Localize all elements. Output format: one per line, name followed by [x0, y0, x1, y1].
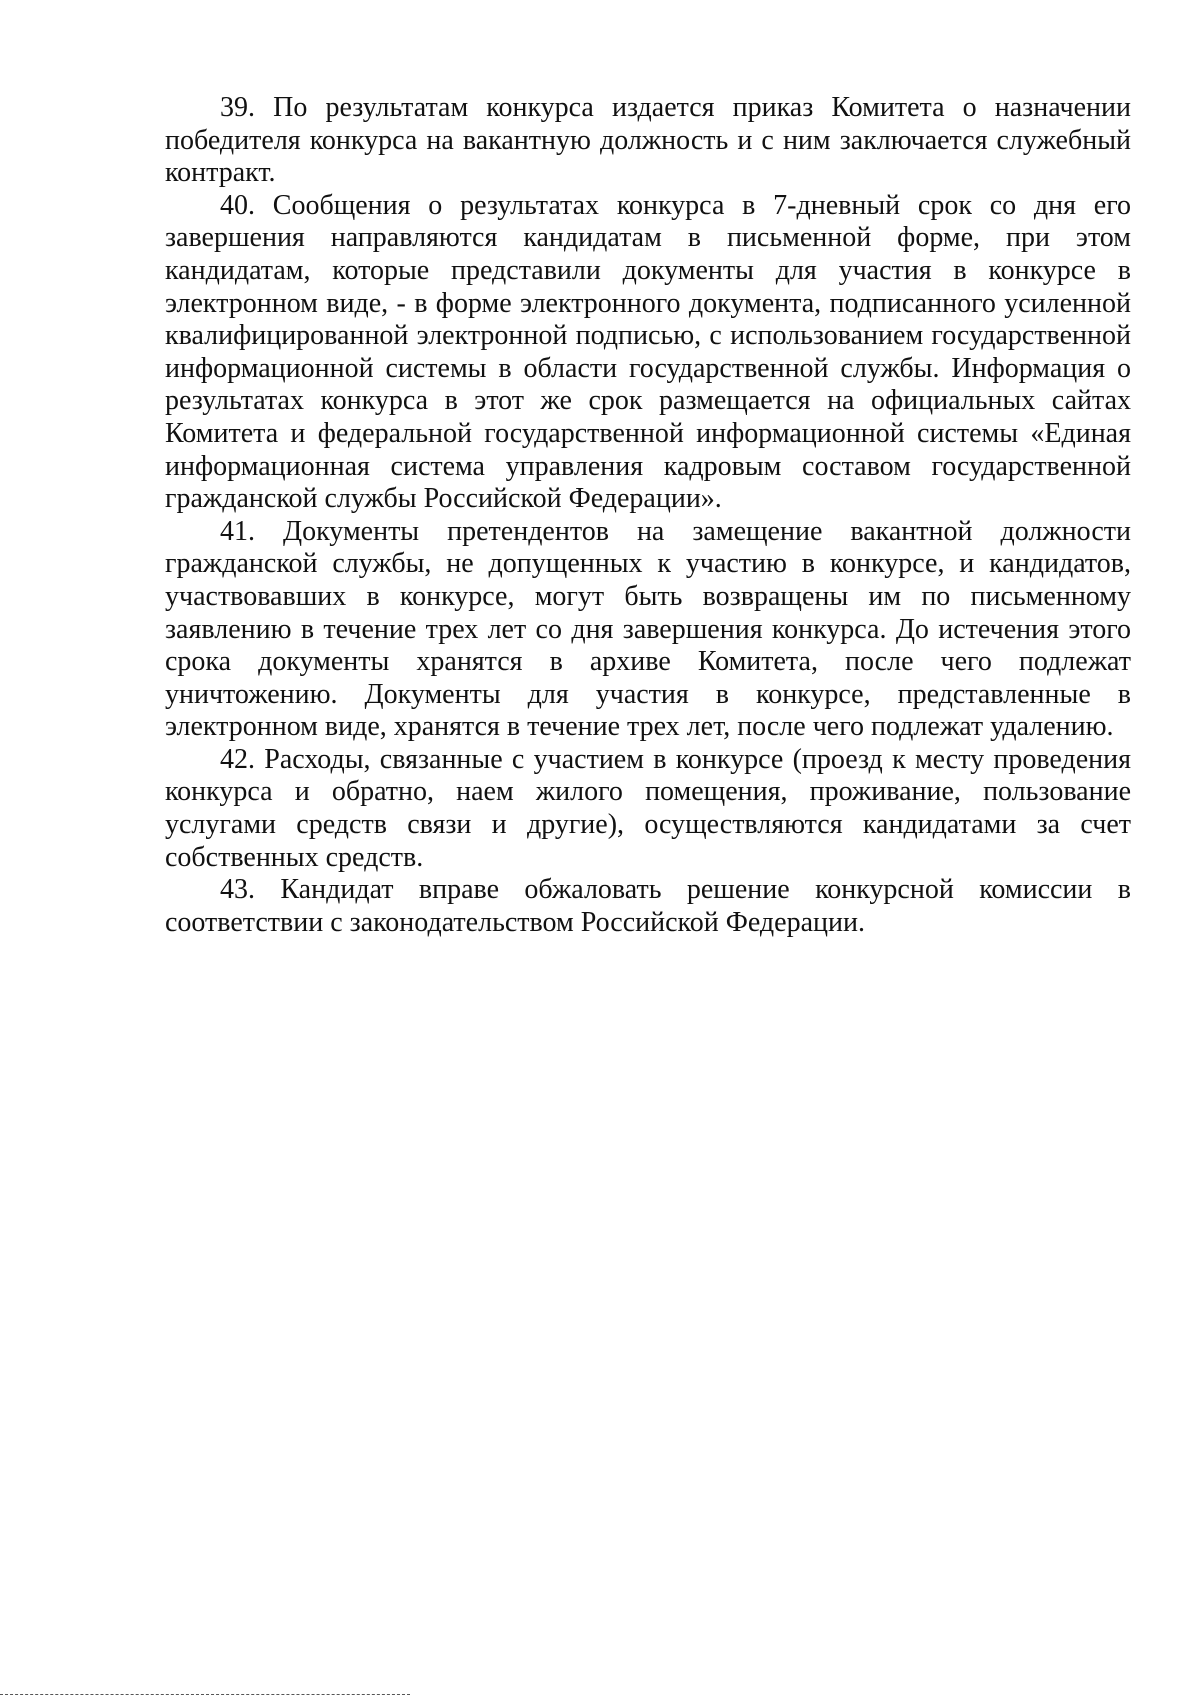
- paragraph-42: 42. Расходы, связанные с участием в конкурсе (проезд к месту проведения конкурса и обратно, наем жилого помещения, проживание, пользование услугами средств связи и другие), осуществляются кандидатами за счет собственных средств.: [165, 743, 1131, 873]
- paragraph-41: 41. Документы претендентов на замещение вакантной должности гражданской службы, не допущенных к участию в конкурсе, и кандидатов, участвовавших в конкурсе, могут быть возвращены им по письменному заявлению в течение трех лет со дня завершения конкурса. До истечения этого срока документы хранятся в архиве Комитета, после чего подлежат уничтожению. Документы для участия в конкурсе, представленные в электронном виде, хранятся в течение трех лет, после чего подлежат удалению.: [165, 515, 1131, 743]
- paragraph-40: 40. Сообщения о результатах конкурса в 7-дневный срок со дня его завершения направляются кандидатам в письменной форме, при этом кандидатам, которые представили документы для участия в конкурсе в электронном виде, - в форме электронного документа, подписанного усиленной квалифицированной электронной подписью, с использованием государственной информационной системы в области государственной службы. Информация о результатах конкурса в этот же срок размещается на официальных сайтах Комитета и федеральной государственной информационной системы «Единая информационная система управления кадровым составом государственной гражданской службы Российской Федерации».: [165, 189, 1131, 515]
- paragraph-43: 43. Кандидат вправе обжаловать решение конкурсной комиссии в соответствии с законодательством Российской Федерации.: [165, 874, 1131, 938]
- paragraph-39: 39. По результатам конкурса издается приказ Комитета о назначении победителя конкурса на вакантную должность и с ним заключается служебный контракт.: [165, 92, 1131, 189]
- document-body: [165, 92, 1131, 939]
- scan-bottom-edge-line: [0, 1694, 410, 1695]
